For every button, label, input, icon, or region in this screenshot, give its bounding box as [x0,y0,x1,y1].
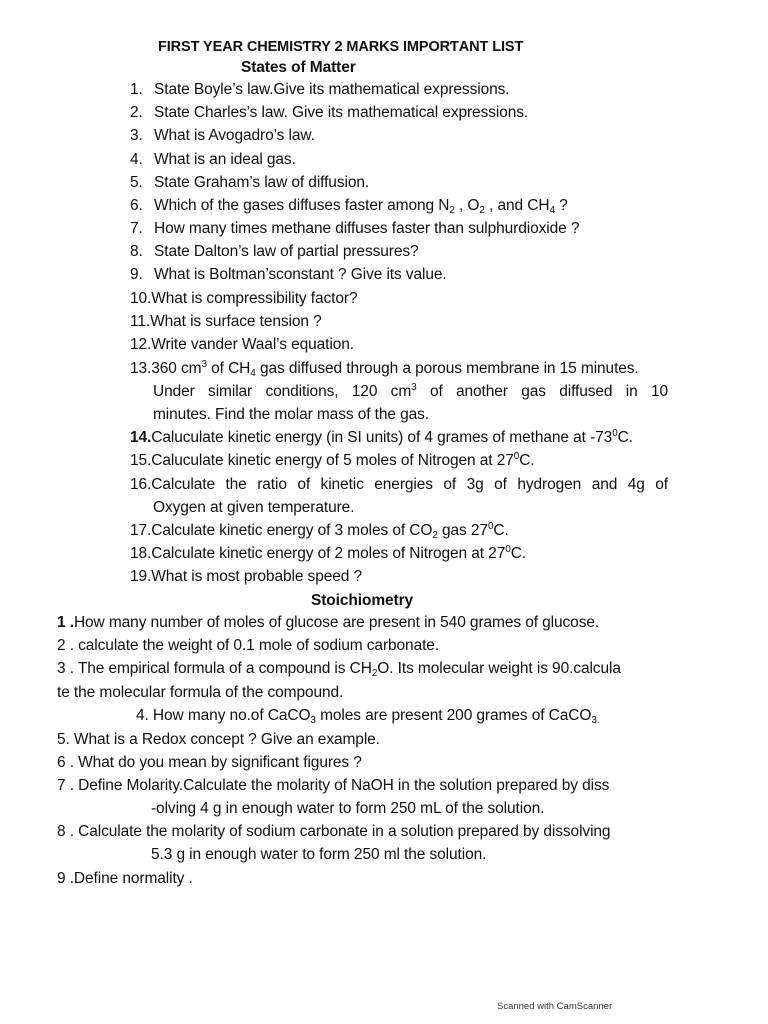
question-number: 6. [130,197,143,214]
question-15 [130,451,535,471]
subscript: 2 [449,205,455,216]
question-1 [130,80,509,100]
question-text: 15.Caluculate kinetic energy of 5 moles of Nitrogen at 27 [130,452,514,469]
question-text: How many times methane diffuses faster than sulphurdioxide ? [154,220,580,237]
question-text: C. [493,522,509,539]
question-7 [130,219,579,239]
stoich-question-4 [136,706,599,726]
question-text: Under similar conditions, 120 cm [153,383,412,400]
question-number: 1 . [57,614,74,631]
question-18 [130,544,526,564]
question-text: What is Avogadro’s law. [154,127,315,144]
question-text: How many number of moles of glucose are present in 540 grames of glucose. [73,614,600,631]
question-2 [130,103,528,123]
question-8 [130,242,419,262]
question-11: 11.What is surface tension ? [130,313,322,330]
question-text: of CH [206,360,251,377]
question-number: 7. [130,220,143,237]
superscript: 0 [513,451,520,462]
subscript: 3. [591,715,600,726]
stoich-question-5: 5. What is a Redox concept ? Give an example. [57,731,380,748]
stoich-question-9: 9 .Define normality . [57,870,193,887]
superscript: 0 [612,428,618,439]
question-text: gas 27 [437,522,488,539]
question-17 [130,521,509,541]
question-text: 4. How many no.of CaCO [136,707,311,724]
question-16: 16.Calculate the ratio of kinetic energies of 3g of hydrogen and 4g of [130,476,668,493]
question-number: 5. [130,174,143,191]
subscript: 2 [479,205,485,216]
question-text: , O [454,197,480,214]
question-4 [130,150,296,170]
question-number: 2. [130,104,143,121]
question-text: moles are present 200 grames of CaCO [315,707,592,724]
question-number: 1. [130,81,143,98]
stoich-question-7: 7 . Define Molarity.Calculate the molarity of NaOH in the solution prepared by diss [57,777,610,794]
question-text: O. Its molecular weight is 90.calcula [377,660,621,677]
stoich-question-1 [57,613,599,633]
stoich-question-3-line-2: te the molecular formula of the compound. [57,684,344,701]
superscript: 0 [505,544,511,555]
question-3 [130,126,315,146]
question-10: 10.What is compressibility factor? [130,290,358,307]
question-number: 3. [130,127,143,144]
question-16-line-2: Oxygen at given temperature. [153,499,355,516]
stoich-question-8: 8 . Calculate the molarity of sodium carbonate in a solution prepared by dissolving [57,823,611,840]
question-text: 13.360 cm [130,360,202,377]
question-number: 8. [130,243,143,260]
stoich-question-6: 6 . What do you mean by significant figures ? [57,754,362,771]
superscript: 3 [411,382,417,393]
question-text: ? [554,197,568,214]
question-6 [130,196,568,216]
question-number: 14. [130,429,152,446]
section-heading-stoichiometry: Stoichiometry [311,592,414,609]
question-text: 17.Calculate kinetic energy of 3 moles of CO [130,522,433,539]
question-number: 4. [130,151,143,168]
superscript: 3 [201,359,207,370]
question-text: State Boyle’s law.Give its mathematical expressions. [154,81,510,98]
question-19: 19.What is most probable speed ? [130,568,363,585]
question-9 [130,265,447,285]
scanner-watermark: Scanned with CamScanner [497,1001,613,1012]
question-text: 18.Calculate kinetic energy of 2 moles of Nitrogen at 27 [130,545,506,562]
question-text: 3 . The empirical formula of a compound is CH [57,660,372,677]
question-text: of another gas diffused in 10 [416,383,668,400]
question-text: Which of the gases diffuses faster among N [154,197,450,214]
question-13 [130,359,639,379]
question-text: gas diffused through a porous membrane in 15 minutes. [255,360,639,377]
question-text: C. [617,429,633,446]
question-13-line-3: minutes. Find the molar mass of the gas. [153,406,429,423]
question-text: , and CH [484,197,550,214]
question-text: What is Boltman’sconstant ? Give its value. [154,266,447,283]
stoich-question-2: 2 . calculate the weight of 0.1 mole of sodium carbonate. [57,637,440,654]
section-heading-states-of-matter: States of Matter [241,59,356,76]
subscript: 2 [432,530,438,541]
subscript: 2 [371,668,378,679]
question-number: 9. [130,266,143,283]
stoich-question-8-line-2: 5.3 g in enough water to form 250 ml the solution. [151,846,487,863]
subscript: 4 [250,368,256,379]
superscript: 0 [487,521,494,532]
question-text: State Charles’s law. Give its mathematical expressions. [154,104,529,121]
subscript: 3 [310,715,316,726]
question-text: What is an ideal gas. [154,151,296,168]
question-text: Caluculate kinetic energy (in SI units) of 4 grames of methane at -73 [151,429,613,446]
question-text: C. [510,545,527,562]
question-text: State Graham’s law of diffusion. [154,174,370,191]
subscript: 4 [549,205,555,216]
stoich-question-3 [57,659,621,679]
stoich-question-7-line-2: -olving 4 g in enough water to form 250 mL of the solution. [151,800,545,817]
document-title: FIRST YEAR CHEMISƬRY 2 MARKS IMPORƬANT LIST [158,39,524,55]
question-5 [130,173,369,193]
question-12: 12.Write vander Waal’s equation. [130,336,354,353]
question-14 [130,428,633,448]
question-13-line-2 [153,382,668,402]
question-text: State Dalton’s law of partial pressures? [154,243,419,260]
question-text: C. [519,452,535,469]
